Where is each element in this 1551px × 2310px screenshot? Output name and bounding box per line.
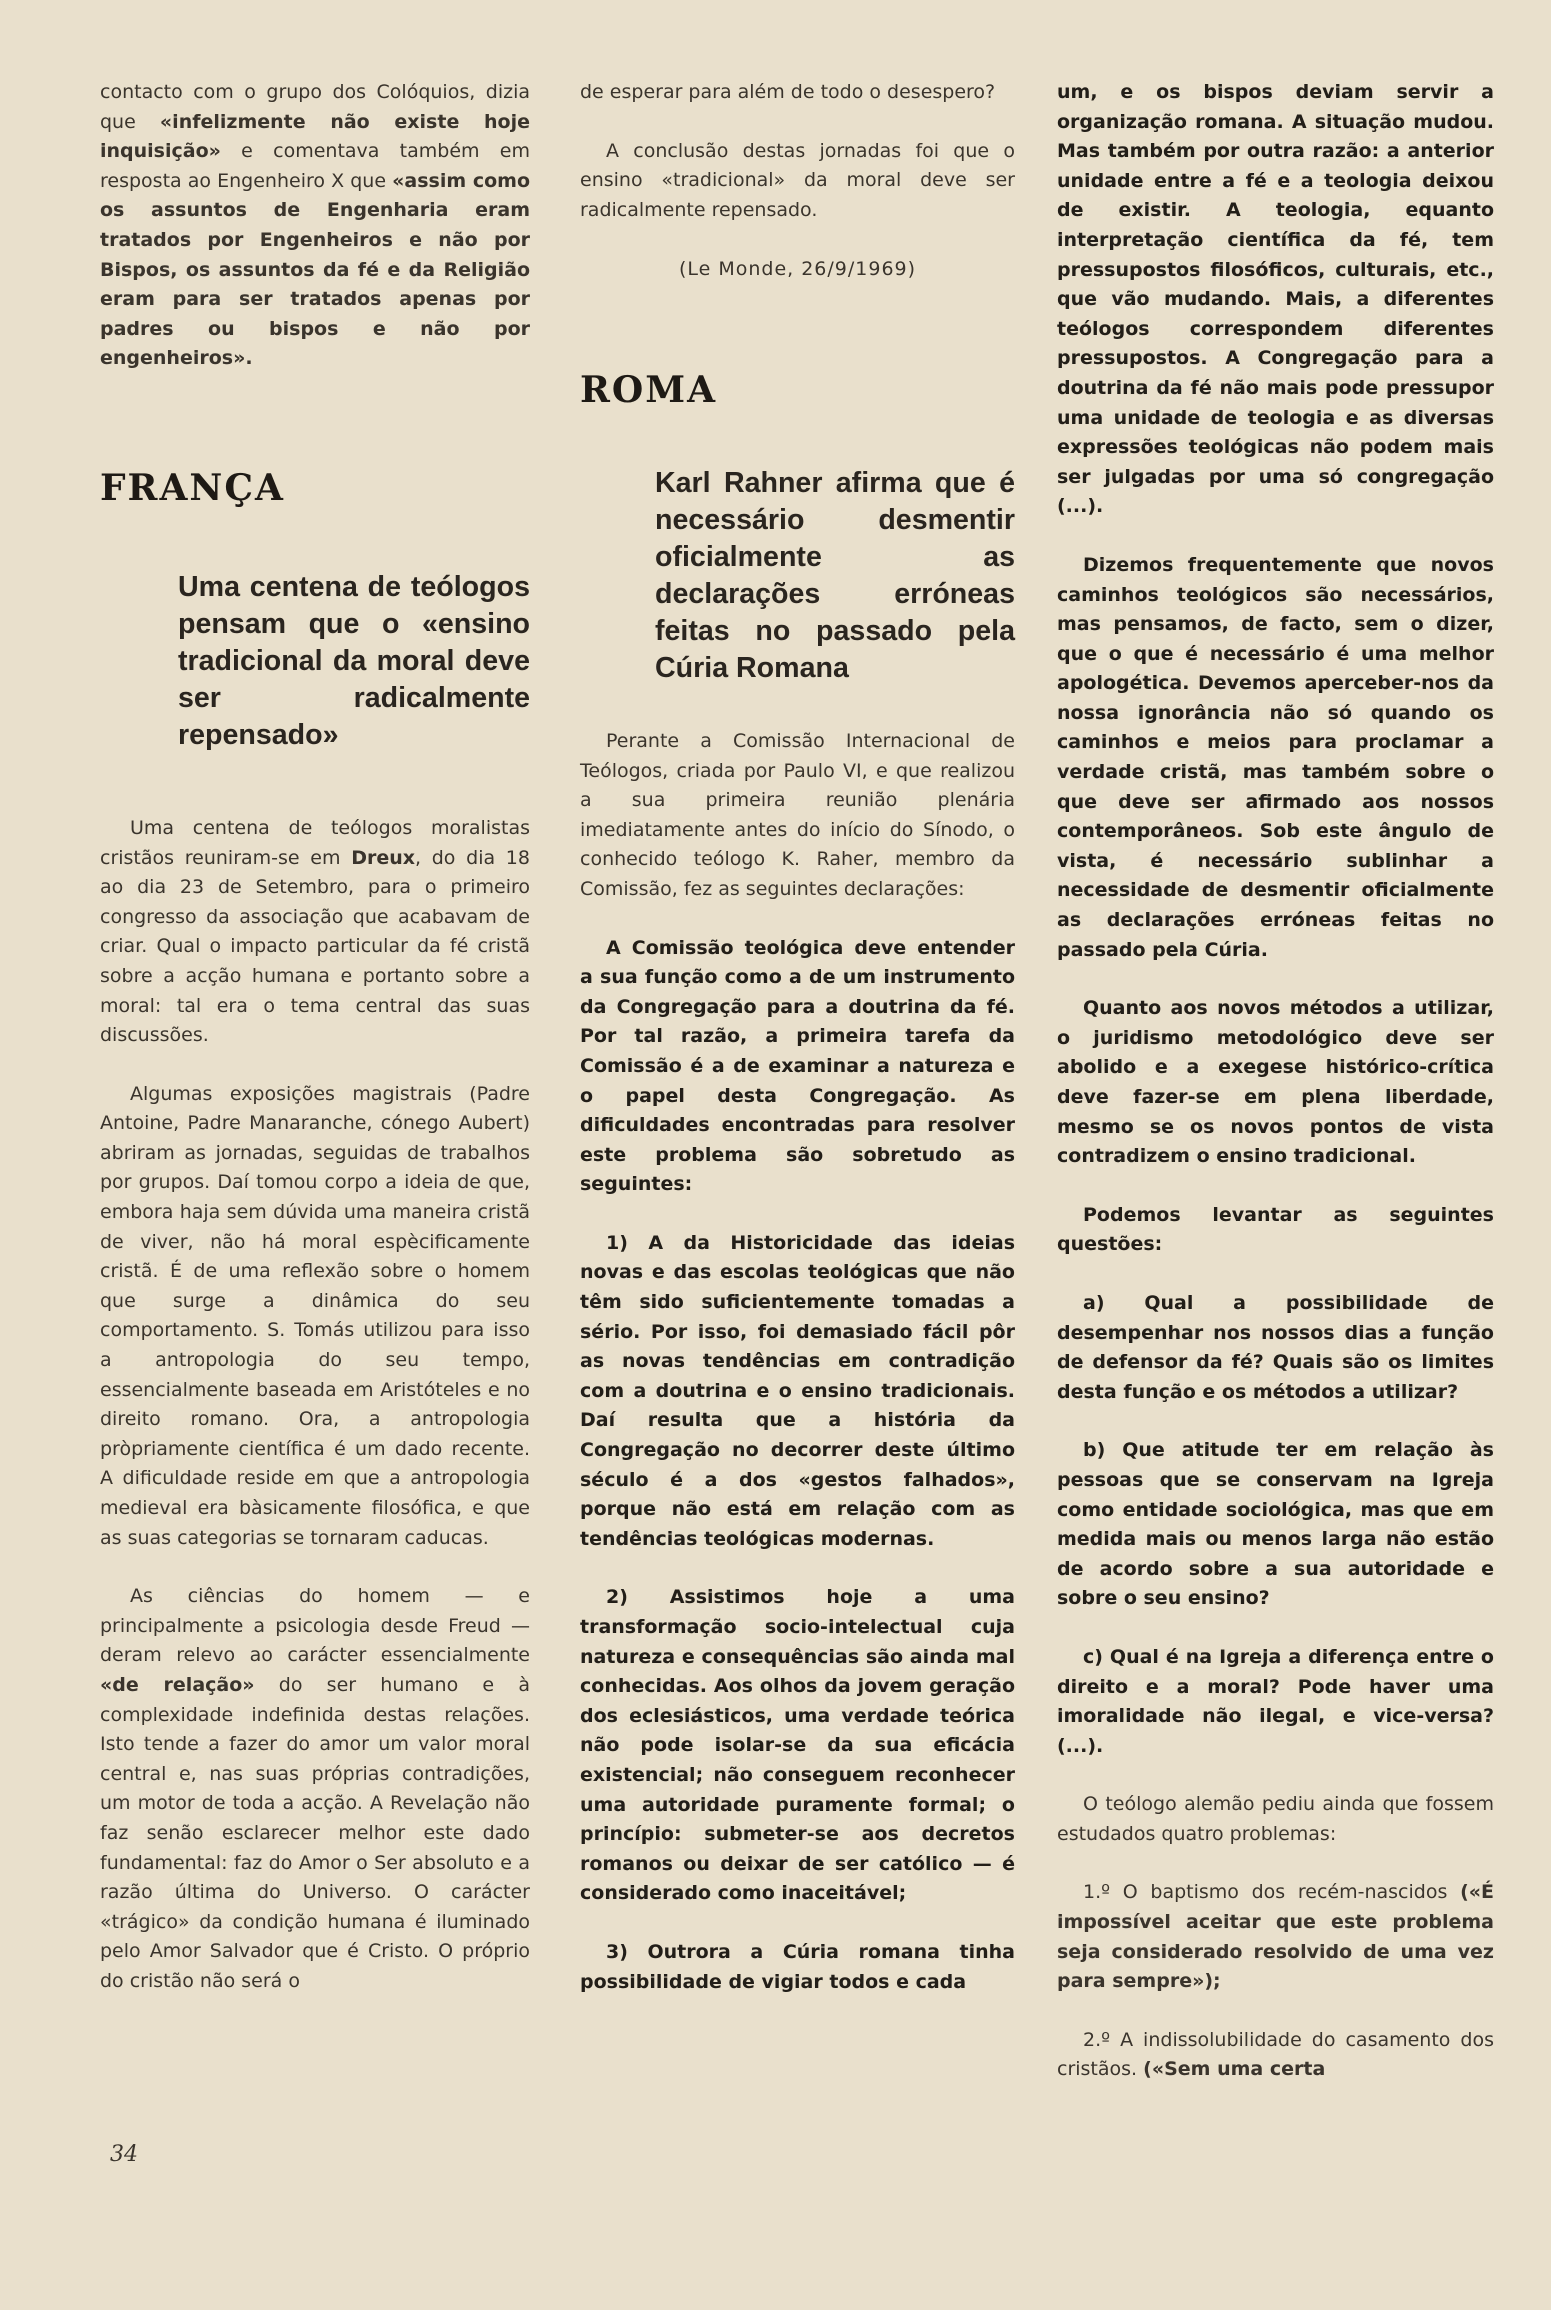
source-citation: (Le Monde, 26/9/1969) [678,258,917,281]
column-2 [580,78,1015,1997]
question-a: a) Qual a possibilidade de desempenhar nos nossos dias a função de defensor da fé? Quais são os limites desta função e os métodos a utilizar? [1057,1291,1494,1403]
bold-term: «de relação» [100,1673,255,1696]
text-run: As ciências do homem — e principalmente a psicologia desde Freud — deram relevo ao carácter essencialmente [100,1585,530,1667]
paragraph-perante: Perante a Comissão Internacional de Teólogos, criada por Paulo VI, e que realizou a sua primeira reunião plenária imediatamente antes do início do Sínodo, o conhecido teólogo K. Raher, membro da Comissão, fez as seguintes declarações: [580,729,1015,900]
question-c: c) Qual é na Igreja a diferença entre o direito e a moral? Pode haver uma imoralidade não ilegal, e vice-versa? (...). [1057,1645,1494,1757]
spacer [1057,1407,1494,1436]
problem-item-1 [1057,1878,1494,1996]
paragraph-item-1: 1) A da Historicidade das ideias novas e das escolas teológicas que não têm sido suficientemente tomadas a sério. Por isso, foi demasiado fácil pôr as novas tendências em contradição com a doutrina e o ensino tradicionais. Daí resulta que a história da Congregação no decorrer deste último século é a dos «gestos falhados», porque não está em relação com as tendências teológicas modernas. [580,1231,1015,1550]
text-run: do ser humano e à complexidade indefinida destas relações. Isto tende a fazer do amor um valor moral central e, nas suas próprias contradições, um motor de toda a acção. A Revelação não faz senão esclarecer melhor este dado fundamental: faz do Amor o Ser absoluto e a razão última do Universo. O carácter «trágico» da condição humana é iluminado pelo Amor Salvador que é Cristo. O próprio do cristão não será o [100,1673,530,1992]
question-b: b) Que atitude ter em relação às pessoas que se conservam na Igreja como entidade sociológica, mas que em medida mais ou menos larga não estão de acordo sobre a sua autoridade e sobre o seu ensino? [1057,1439,1494,1610]
spacer [1057,1997,1494,2026]
paragraph-exposicoes: Algumas exposições magistrais (Padre Antoine, Padre Manaranche, cónego Aubert) abriram as jornadas, seguidas de trabalhos por grupos. Daí tomou corpo a ideia de que, embora haja sem dúvida uma maneira cristã de viver, não há moral espècificamente cristã. É de uma reflexão sobre o homem que surge a dinâmica do seu comportamento. S. Tomás utilizou para isso a antropologia do seu tempo, essencialmente baseada em Aristóteles e no direito romano. Ora, a antropologia pròpriamente científica é um dado recente. A dificuldade reside em que a antropologia medieval era bàsicamente filosófica, e que as suas categorias se tornaram caducas. [100,1082,530,1549]
paragraph-comissao: A Comissão teológica deve entender a sua função como a de um instrumento da Congregação para a doutrina da fé. Por tal razão, a primeira tarefa da Comissão é a de examinar a natureza e o papel desta Congregação. As dificuldades encontradas para resolver este problema são sobretudo as seguintes: [580,936,1015,1196]
spacer [1057,1260,1494,1289]
paragraph-questoes: Podemos levantar as seguintes questões: [1057,1203,1494,1256]
paragraph-desespero: de esperar para além de todo o desespero? [580,81,996,103]
spacer [1057,1172,1494,1201]
paragraph-item-3: 3) Outrora a Cúria romana tinha possibilidade de vigiar todos e cada [580,1940,1015,1993]
paragraph-item-2: 2) Assistimos hoje a uma transformação socio-intelectual cuja natureza e consequências são ainda mal conhecidas. Aos olhos da jovem geração dos eclesiásticos, uma verdade teórica não pode isolar-se da sua eficácia existencial; não conseguem reconhecer uma autoridade puramente formal; o princípio: submeter-se aos decretos romanos ou deixar de ser católico — é considerado como inaceitável; [580,1586,1015,1905]
text-run: e comentava também em resposta ao Engenheiro X que [100,140,530,192]
text-run: , do dia 18 ao dia 23 de Setembro, para o primeiro congresso da associação que acabavam de criar. Qual o impacto particular da fé cristã sobre a acção humana e portanto sobre a moral: tal era o tema central das suas discussões. [100,846,530,1047]
section-title-franca: FRANÇA [100,466,285,509]
spacer [1057,965,1494,994]
bold-quote: («Sem uma certa [1143,2058,1326,2081]
paragraph-metodos: Quanto aos novos métodos a utilizar, o juridismo metodológico deve ser abolido e a exegese histórico-crítica deve fazer-se em plena liberdade, mesmo se os novos pontos de vista contradizem o ensino tradicional. [1057,997,1494,1168]
paragraph-teologo: O teólogo alemão pediu ainda que fossem estudados quatro problemas: [1057,1793,1494,1845]
paragraph-conclusao: A conclusão destas jornadas foi que o ensino «tradicional» da moral deve ser radicalmente repensado. [580,139,1015,221]
bold-place: Dreux [351,846,416,869]
spacer [580,108,1015,137]
headline-roma: Karl Rahner afirma que é necessário desmentir oficialmente as declarações erróneas feitas no passado pela Cúria Romana [655,466,1015,684]
paragraph-coloquios [100,78,530,374]
spacer [100,1553,530,1582]
bold-quote: «infelizmente não existe hoje inquisição» [100,110,530,163]
column-3 [1057,78,1494,2085]
spacer [1057,1761,1494,1790]
section-title-roma: ROMA [580,368,718,411]
text-run: Uma centena de teólogos moralistas cristãos reuniram-se em [100,816,530,869]
spacer [1057,1614,1494,1643]
text-run: 2.º A indissolubilidade do casamento dos cristãos. [1057,2028,1494,2081]
column-1 [100,78,530,1997]
spacer [580,1554,1015,1583]
paragraph-ciencias [100,1582,530,1996]
paragraph-centena [100,814,530,1051]
text-run: 1.º O baptismo dos recém-nascidos [1083,1881,1461,1904]
spacer [100,1051,530,1080]
text-run: contacto com o grupo dos Colóquios, dizia que [100,81,530,133]
spacer [580,1200,1015,1229]
bold-quote: «assim como os assuntos de Engenharia eram tratados por Engenheiros e não por Bispos, os assuntos da fé e da Religião eram para ser tratados apenas por padres ou bispos e não por engenheiros». [100,169,530,370]
headline-franca: Uma centena de teólogos pensam que o «ensino tradicional da moral deve ser radicalmente repensado» [178,570,530,751]
spacer [580,905,1015,934]
spacer [580,1909,1015,1938]
bold-quote: («É impossível aceitar que este problema seja considerado resolvido de uma vez para sempre»); [1057,1881,1494,1993]
paragraph-dizemos: Dizemos frequentemente que novos caminhos teológicos são necessários, mas pensamos, de facto, sem o dizer, que o que é necessário é uma melhor apologética. Devemos aperceber-nos da nossa ignorância não só quando os caminhos e meios para proclamar a verdade cristã, mas também sobre o que deve ser afirmado aos nossos contemporâneos. Sob este ângulo de vista, é necessário sublinhar a necessidade de desmentir oficialmente as declarações erróneas feitas no passado pela Cúria. [1057,553,1494,961]
spacer [1057,522,1494,551]
page-number: 34 [110,2142,138,2167]
problem-item-2 [1057,2026,1494,2085]
paragraph-organizacao: um, e os bispos deviam servir a organização romana. A situação mudou. Mas também por outra razão: a anterior unidade entre a fé e a teologia deixou de existir. A teologia, equanto interpretação científica da fé, tem pressupostos filosóficos, culturais, etc., que vão mudando. Mais, a diferentes teólogos correspondem diferentes pressupostos. A Congregação para a doutrina da fé não mais pode pressupor uma unidade de teologia e as diversas expressões teológicas não podem mais ser julgadas por uma só congregação (...). [1057,81,1494,518]
spacer [1057,1849,1494,1878]
